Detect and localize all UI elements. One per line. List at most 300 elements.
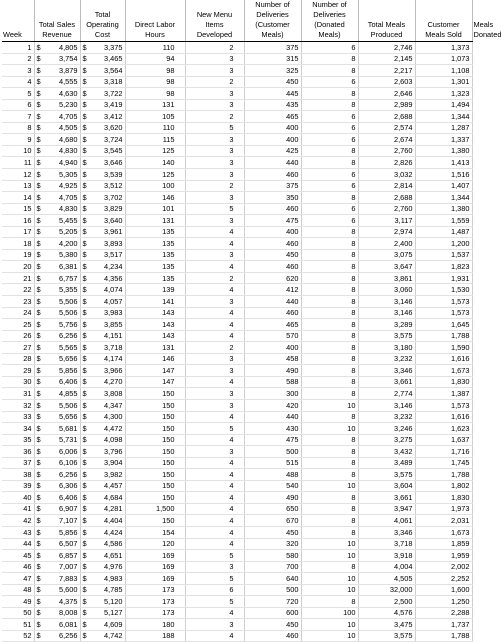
cell-total-operating-cost: 3,545 (89, 145, 125, 157)
cell-total-operating-cost: 4,074 (89, 284, 125, 296)
cell-total-meals-produced: 3,075 (358, 249, 415, 261)
cell-customer-deliveries: 450 (244, 526, 301, 538)
table-row (2, 157, 472, 169)
currency-symbol: $ (34, 330, 43, 342)
table-row (2, 111, 472, 123)
currency-symbol: $ (80, 492, 89, 504)
cell-donated-deliveries: 6 (301, 122, 358, 134)
cell-week: 25 (2, 319, 34, 331)
cell-customer-deliveries: 430 (244, 423, 301, 435)
cell-total-operating-cost: 3,829 (89, 203, 125, 215)
cell-direct-labor-hours: 150 (125, 492, 185, 504)
cell-new-menu-items: 2 (185, 180, 244, 192)
header-week: Week (2, 0, 34, 42)
cell-week: 41 (2, 503, 34, 515)
currency-symbol: $ (34, 65, 43, 77)
cell-customer-deliveries: 350 (244, 192, 301, 204)
cell-direct-labor-hours: 98 (125, 88, 185, 100)
cell-week: 14 (2, 192, 34, 204)
cell-total-sales-revenue: 5,305 (43, 169, 80, 181)
cell-customer-meals-sold: 1,645 (415, 319, 472, 331)
cell-direct-labor-hours: 147 (125, 376, 185, 388)
cell-donated-deliveries: 10 (301, 480, 358, 492)
cell-donated-deliveries: 8 (301, 434, 358, 446)
cell-customer-meals-sold: 1,537 (415, 249, 472, 261)
currency-symbol: $ (80, 192, 89, 204)
cell-customer-meals-sold: 1,616 (415, 353, 472, 365)
currency-symbol: $ (34, 399, 43, 411)
cell-donated-deliveries: 8 (301, 596, 358, 608)
currency-symbol: $ (34, 226, 43, 238)
currency-symbol: $ (80, 134, 89, 146)
cell-donated-deliveries: 8 (301, 261, 358, 273)
cell-total-operating-cost: 4,300 (89, 411, 125, 423)
cell-new-menu-items: 4 (185, 457, 244, 469)
cell-customer-meals-sold: 1,830 (415, 492, 472, 504)
cell-new-menu-items: 3 (185, 249, 244, 261)
currency-symbol: $ (80, 596, 89, 608)
cell-new-menu-items: 4 (185, 376, 244, 388)
cell-week: 52 (2, 630, 34, 642)
cell-total-meals-produced: 3,604 (358, 480, 415, 492)
cell-customer-deliveries: 400 (244, 134, 301, 146)
table-row (2, 596, 472, 608)
cell-customer-meals-sold: 1,673 (415, 526, 472, 538)
cell-week: 45 (2, 550, 34, 562)
cell-total-sales-revenue: 5,656 (43, 353, 80, 365)
currency-symbol: $ (80, 226, 89, 238)
cell-total-sales-revenue: 7,107 (43, 515, 80, 527)
cell-new-menu-items: 3 (185, 88, 244, 100)
cell-customer-deliveries: 460 (244, 203, 301, 215)
cell-direct-labor-hours: 150 (125, 446, 185, 458)
cell-total-meals-produced: 2,674 (358, 134, 415, 146)
cell-total-meals-produced: 3,575 (358, 469, 415, 481)
cell-direct-labor-hours: 169 (125, 561, 185, 573)
currency-symbol: $ (34, 53, 43, 65)
cell-new-menu-items: 3 (185, 619, 244, 631)
cell-total-sales-revenue: 4,940 (43, 157, 80, 169)
currency-symbol: $ (34, 573, 43, 585)
cell-new-menu-items: 3 (185, 157, 244, 169)
currency-symbol: $ (80, 238, 89, 250)
table-row (2, 457, 472, 469)
cell-total-sales-revenue: 4,925 (43, 180, 80, 192)
cell-direct-labor-hours: 140 (125, 157, 185, 169)
cell-customer-deliveries: 460 (244, 307, 301, 319)
currency-symbol: $ (34, 99, 43, 111)
currency-symbol: $ (80, 249, 89, 261)
currency-symbol: $ (80, 619, 89, 631)
cell-total-operating-cost: 3,808 (89, 388, 125, 400)
cell-total-sales-revenue: 5,506 (43, 399, 80, 411)
cell-customer-deliveries: 640 (244, 573, 301, 585)
cell-donated-deliveries: 8 (301, 238, 358, 250)
currency-symbol: $ (34, 411, 43, 423)
cell-total-meals-produced: 3,661 (358, 492, 415, 504)
cell-new-menu-items: 2 (185, 111, 244, 123)
cell-total-meals-produced: 4,061 (358, 515, 415, 527)
cell-direct-labor-hours: 146 (125, 353, 185, 365)
cell-customer-meals-sold: 1,737 (415, 619, 472, 631)
cell-direct-labor-hours: 143 (125, 307, 185, 319)
currency-symbol: $ (34, 261, 43, 273)
cell-direct-labor-hours: 101 (125, 203, 185, 215)
table-row (2, 526, 472, 538)
table-row (2, 376, 472, 388)
cell-direct-labor-hours: 135 (125, 238, 185, 250)
cell-total-meals-produced: 2,974 (358, 226, 415, 238)
cell-direct-labor-hours: 141 (125, 296, 185, 308)
cell-total-meals-produced: 2,688 (358, 111, 415, 123)
cell-customer-deliveries: 475 (244, 215, 301, 227)
cell-week: 42 (2, 515, 34, 527)
cell-customer-deliveries: 515 (244, 457, 301, 469)
table-row (2, 169, 472, 181)
cell-customer-deliveries: 500 (244, 446, 301, 458)
cell-week: 10 (2, 145, 34, 157)
cell-total-sales-revenue: 6,306 (43, 480, 80, 492)
cell-direct-labor-hours: 150 (125, 434, 185, 446)
cell-total-meals-produced: 2,774 (358, 388, 415, 400)
cell-new-menu-items: 4 (185, 480, 244, 492)
header-donated-deliveries: Number of Deliveries (Donated Meals) (301, 0, 358, 42)
currency-symbol: $ (34, 111, 43, 123)
currency-symbol: $ (80, 122, 89, 134)
cell-total-meals-produced: 3,232 (358, 411, 415, 423)
cell-customer-meals-sold: 1,344 (415, 192, 472, 204)
currency-symbol: $ (80, 319, 89, 331)
cell-total-operating-cost: 3,318 (89, 76, 125, 88)
cell-week: 37 (2, 457, 34, 469)
currency-symbol: $ (34, 457, 43, 469)
table-row (2, 330, 472, 342)
table-row (2, 180, 472, 192)
cell-total-operating-cost: 3,982 (89, 469, 125, 481)
header-customer-deliveries: Number of Deliveries (Customer Meals) (244, 0, 301, 42)
cell-new-menu-items: 4 (185, 469, 244, 481)
cell-donated-deliveries: 8 (301, 226, 358, 238)
currency-symbol: $ (34, 538, 43, 550)
cell-customer-deliveries: 580 (244, 550, 301, 562)
currency-symbol: $ (80, 515, 89, 527)
cell-customer-meals-sold: 1,373 (415, 42, 472, 54)
table-row (2, 272, 472, 284)
cell-new-menu-items: 2 (185, 76, 244, 88)
currency-symbol: $ (80, 550, 89, 562)
cell-total-sales-revenue: 4,200 (43, 238, 80, 250)
cell-new-menu-items: 4 (185, 411, 244, 423)
cell-total-meals-produced: 2,400 (358, 238, 415, 250)
currency-symbol: $ (80, 434, 89, 446)
cell-total-meals-produced: 3,661 (358, 376, 415, 388)
cell-total-operating-cost: 3,539 (89, 169, 125, 181)
cell-week: 36 (2, 446, 34, 458)
cell-week: 1 (2, 42, 34, 54)
cell-total-meals-produced: 3,575 (358, 630, 415, 642)
cell-new-menu-items: 5 (185, 550, 244, 562)
cell-week: 35 (2, 434, 34, 446)
cell-customer-meals-sold: 1,830 (415, 376, 472, 388)
currency-symbol: $ (34, 434, 43, 446)
cell-donated-deliveries: 8 (301, 284, 358, 296)
cell-total-operating-cost: 4,234 (89, 261, 125, 273)
currency-symbol: $ (80, 469, 89, 481)
cell-total-meals-produced: 4,505 (358, 573, 415, 585)
cell-total-operating-cost: 3,904 (89, 457, 125, 469)
cell-new-menu-items: 4 (185, 538, 244, 550)
cell-customer-meals-sold: 1,287 (415, 122, 472, 134)
cell-new-menu-items: 3 (185, 365, 244, 377)
cell-total-sales-revenue: 4,805 (43, 42, 80, 54)
cell-total-operating-cost: 4,785 (89, 584, 125, 596)
cell-customer-meals-sold: 1,788 (415, 630, 472, 642)
cell-customer-meals-sold: 1,337 (415, 134, 472, 146)
cell-customer-meals-sold: 1,590 (415, 342, 472, 354)
cell-customer-deliveries: 700 (244, 561, 301, 573)
cell-direct-labor-hours: 98 (125, 76, 185, 88)
cell-total-sales-revenue: 5,856 (43, 365, 80, 377)
table-row (2, 261, 472, 273)
currency-symbol: $ (34, 203, 43, 215)
cell-direct-labor-hours: 98 (125, 65, 185, 77)
cell-week: 18 (2, 238, 34, 250)
cell-direct-labor-hours: 154 (125, 526, 185, 538)
cell-total-operating-cost: 3,646 (89, 157, 125, 169)
cell-total-sales-revenue: 5,205 (43, 226, 80, 238)
cell-week: 46 (2, 561, 34, 573)
cell-total-operating-cost: 4,281 (89, 503, 125, 515)
cell-customer-meals-sold: 2,252 (415, 573, 472, 585)
cell-donated-deliveries: 8 (301, 365, 358, 377)
cell-total-sales-revenue: 5,506 (43, 307, 80, 319)
table-row (2, 538, 472, 550)
cell-direct-labor-hours: 150 (125, 423, 185, 435)
cell-customer-deliveries: 375 (244, 42, 301, 54)
cell-direct-labor-hours: 131 (125, 342, 185, 354)
cell-total-meals-produced: 2,145 (358, 53, 415, 65)
header-customer-meals-sold: Customer Meals Sold (415, 0, 472, 42)
cell-customer-meals-sold: 1,516 (415, 169, 472, 181)
cell-customer-deliveries: 440 (244, 411, 301, 423)
cell-week: 26 (2, 330, 34, 342)
cell-week: 2 (2, 53, 34, 65)
table-row (2, 192, 472, 204)
cell-customer-deliveries: 400 (244, 226, 301, 238)
cell-customer-deliveries: 425 (244, 145, 301, 157)
table-row (2, 423, 472, 435)
cell-donated-deliveries: 8 (301, 145, 358, 157)
cell-direct-labor-hours: 169 (125, 573, 185, 585)
cell-total-operating-cost: 5,120 (89, 596, 125, 608)
cell-donated-deliveries: 8 (301, 65, 358, 77)
currency-symbol: $ (34, 88, 43, 100)
cell-total-operating-cost: 5,127 (89, 607, 125, 619)
currency-symbol: $ (80, 480, 89, 492)
cell-customer-deliveries: 445 (244, 88, 301, 100)
table-row (2, 145, 472, 157)
cell-total-meals-produced: 3,575 (358, 330, 415, 342)
table-row (2, 238, 472, 250)
cell-week: 30 (2, 376, 34, 388)
currency-symbol: $ (80, 353, 89, 365)
currency-symbol: $ (34, 515, 43, 527)
cell-total-meals-produced: 3,117 (358, 215, 415, 227)
cell-total-operating-cost: 3,517 (89, 249, 125, 261)
cell-customer-meals-sold: 1,344 (415, 111, 472, 123)
cell-week: 17 (2, 226, 34, 238)
currency-symbol: $ (80, 446, 89, 458)
cell-total-operating-cost: 4,472 (89, 423, 125, 435)
cell-total-operating-cost: 4,404 (89, 515, 125, 527)
currency-symbol: $ (34, 249, 43, 261)
currency-symbol: $ (80, 145, 89, 157)
cell-new-menu-items: 4 (185, 515, 244, 527)
cell-new-menu-items: 2 (185, 342, 244, 354)
cell-customer-meals-sold: 1,745 (415, 457, 472, 469)
table-row (2, 99, 472, 111)
cell-new-menu-items: 3 (185, 399, 244, 411)
cell-donated-deliveries: 100 (301, 607, 358, 619)
cell-total-meals-produced: 3,718 (358, 538, 415, 550)
cell-total-operating-cost: 3,512 (89, 180, 125, 192)
cell-donated-deliveries: 8 (301, 342, 358, 354)
cell-direct-labor-hours: 180 (125, 619, 185, 631)
cell-customer-meals-sold: 2,031 (415, 515, 472, 527)
cell-total-sales-revenue: 5,380 (43, 249, 80, 261)
cell-total-operating-cost: 3,796 (89, 446, 125, 458)
cell-new-menu-items: 3 (185, 134, 244, 146)
cell-total-meals-produced: 3,146 (358, 307, 415, 319)
cell-customer-deliveries: 500 (244, 584, 301, 596)
table-row (2, 226, 472, 238)
cell-total-meals-produced: 3,146 (358, 399, 415, 411)
currency-symbol: $ (34, 319, 43, 331)
cell-total-meals-produced: 3,346 (358, 365, 415, 377)
cell-total-operating-cost: 3,724 (89, 134, 125, 146)
cell-total-meals-produced: 4,004 (358, 561, 415, 573)
cell-total-operating-cost: 3,718 (89, 342, 125, 354)
currency-symbol: $ (80, 42, 89, 54)
cell-customer-deliveries: 600 (244, 607, 301, 619)
cell-donated-deliveries: 6 (301, 76, 358, 88)
cell-total-sales-revenue: 6,907 (43, 503, 80, 515)
cell-new-menu-items: 4 (185, 307, 244, 319)
currency-symbol: $ (34, 238, 43, 250)
cell-total-sales-revenue: 4,855 (43, 388, 80, 400)
table-row (2, 515, 472, 527)
cell-total-sales-revenue: 4,680 (43, 134, 80, 146)
currency-symbol: $ (34, 423, 43, 435)
table-row (2, 307, 472, 319)
cell-donated-deliveries: 8 (301, 411, 358, 423)
table-row (2, 399, 472, 411)
cell-week: 19 (2, 249, 34, 261)
cell-direct-labor-hours: 135 (125, 249, 185, 261)
cell-week: 3 (2, 65, 34, 77)
cell-customer-deliveries: 465 (244, 319, 301, 331)
cell-customer-meals-sold: 1,959 (415, 550, 472, 562)
table-row (2, 365, 472, 377)
cell-total-sales-revenue: 6,406 (43, 376, 80, 388)
cell-week: 49 (2, 596, 34, 608)
cell-donated-deliveries: 6 (301, 215, 358, 227)
cell-direct-labor-hours: 169 (125, 550, 185, 562)
cell-direct-labor-hours: 173 (125, 607, 185, 619)
cell-direct-labor-hours: 94 (125, 53, 185, 65)
cell-total-sales-revenue: 4,705 (43, 192, 80, 204)
cell-direct-labor-hours: 143 (125, 330, 185, 342)
cell-new-menu-items: 6 (185, 584, 244, 596)
cell-total-operating-cost: 4,270 (89, 376, 125, 388)
table-row (2, 203, 472, 215)
cell-week: 8 (2, 122, 34, 134)
cell-customer-deliveries: 450 (244, 249, 301, 261)
table-row (2, 469, 472, 481)
cell-total-meals-produced: 2,826 (358, 157, 415, 169)
cell-donated-deliveries: 8 (301, 353, 358, 365)
currency-symbol: $ (80, 584, 89, 596)
cell-donated-deliveries: 8 (301, 192, 358, 204)
cell-total-operating-cost: 4,976 (89, 561, 125, 573)
cell-customer-deliveries: 475 (244, 434, 301, 446)
cell-customer-meals-sold: 1,530 (415, 284, 472, 296)
cell-week: 4 (2, 76, 34, 88)
table-row (2, 573, 472, 585)
cell-total-sales-revenue: 4,505 (43, 122, 80, 134)
cell-direct-labor-hours: 135 (125, 261, 185, 273)
cell-donated-deliveries: 8 (301, 296, 358, 308)
currency-symbol: $ (80, 538, 89, 550)
cell-new-menu-items: 3 (185, 215, 244, 227)
cell-customer-deliveries: 300 (244, 388, 301, 400)
cell-total-operating-cost: 4,151 (89, 330, 125, 342)
cell-donated-deliveries: 8 (301, 272, 358, 284)
cell-total-meals-produced: 2,760 (358, 203, 415, 215)
cell-total-sales-revenue: 6,256 (43, 630, 80, 642)
cell-total-operating-cost: 3,893 (89, 238, 125, 250)
cell-direct-labor-hours: 150 (125, 457, 185, 469)
cell-donated-deliveries: 6 (301, 42, 358, 54)
cell-donated-deliveries: 8 (301, 457, 358, 469)
currency-symbol: $ (34, 480, 43, 492)
cell-customer-meals-sold: 1,387 (415, 388, 472, 400)
cell-total-sales-revenue: 5,230 (43, 99, 80, 111)
cell-total-meals-produced: 2,603 (358, 76, 415, 88)
cell-direct-labor-hours: 110 (125, 42, 185, 54)
currency-symbol: $ (34, 42, 43, 54)
cell-new-menu-items: 3 (185, 53, 244, 65)
currency-symbol: $ (34, 145, 43, 157)
cell-total-meals-produced: 2,574 (358, 122, 415, 134)
table-row (2, 388, 472, 400)
cell-customer-meals-sold: 2,288 (415, 607, 472, 619)
cell-total-operating-cost: 3,983 (89, 307, 125, 319)
cell-direct-labor-hours: 1,500 (125, 503, 185, 515)
cell-week: 27 (2, 342, 34, 354)
cell-total-meals-produced: 3,232 (358, 353, 415, 365)
currency-symbol: $ (80, 111, 89, 123)
cell-direct-labor-hours: 125 (125, 145, 185, 157)
currency-symbol: $ (80, 76, 89, 88)
cell-total-sales-revenue: 5,856 (43, 526, 80, 538)
cell-week: 50 (2, 607, 34, 619)
cell-total-sales-revenue: 6,406 (43, 492, 80, 504)
cell-customer-deliveries: 400 (244, 122, 301, 134)
cell-customer-meals-sold: 1,108 (415, 65, 472, 77)
cell-new-menu-items: 3 (185, 169, 244, 181)
cell-customer-meals-sold: 1,323 (415, 88, 472, 100)
